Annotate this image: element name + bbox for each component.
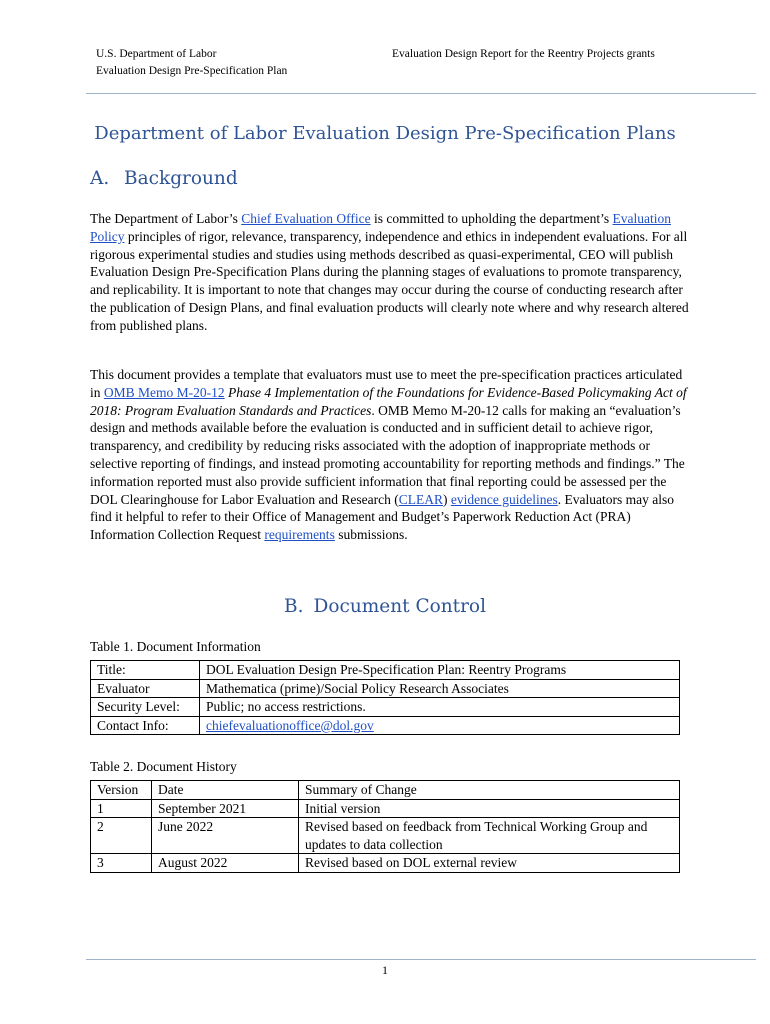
clear-link[interactable]: CLEAR bbox=[398, 491, 444, 507]
table-row bbox=[91, 854, 680, 873]
section-b-number: B. bbox=[284, 596, 304, 617]
table-cell: 2 bbox=[91, 818, 152, 854]
table-value: DOL Evaluation Design Pre-Specification Plan: Reentry Programs bbox=[200, 661, 680, 680]
table-cell: August 2022 bbox=[152, 854, 299, 873]
evidence-guidelines-link[interactable]: evidence guidelines bbox=[450, 491, 558, 507]
page-number: 1 bbox=[382, 963, 388, 977]
table-cell: June 2022 bbox=[152, 818, 299, 854]
header-left bbox=[96, 46, 287, 79]
document-information-table bbox=[90, 660, 680, 735]
requirements-link[interactable]: requirements bbox=[264, 527, 335, 543]
contact-email-link[interactable]: chiefevaluationoffice@dol.gov bbox=[206, 717, 374, 733]
table-header-row bbox=[91, 781, 680, 800]
background-paragraph-1 bbox=[90, 210, 690, 335]
header-right: Evaluation Design Report for the Reentry Projects grants bbox=[392, 48, 655, 60]
table-key: Evaluator bbox=[91, 679, 200, 698]
text-run: This document provides a template that evaluators must use to meet the pre-specification practices articulated in bbox=[90, 367, 683, 400]
table-value: Mathematica (prime)/Social Policy Research Associates bbox=[200, 679, 680, 698]
document-history-table bbox=[90, 780, 680, 873]
table-key: Security Level: bbox=[91, 698, 200, 717]
table-value bbox=[200, 716, 680, 735]
table-cell: Revised based on feedback from Technical Working Group and updates to data collection bbox=[299, 818, 680, 854]
table-row bbox=[91, 716, 680, 735]
text-run: The Department of Labor’s bbox=[90, 211, 242, 226]
table-cell: 3 bbox=[91, 854, 152, 873]
header-org: U.S. Department of Labor bbox=[96, 48, 217, 60]
section-b-title: Document Control bbox=[313, 596, 486, 617]
section-a-title: Background bbox=[124, 168, 238, 189]
background-paragraph-2 bbox=[90, 366, 690, 544]
footer-divider bbox=[86, 959, 756, 960]
memo-title-italic: Phase 4 Implementation of the Foundations for Evidence-Based Policymaking Act of 2018: Program Evaluation Standards and Practices bbox=[90, 384, 687, 418]
evaluation-policy-link[interactable]: Evaluation Policy bbox=[90, 211, 671, 244]
table-cell: September 2021 bbox=[152, 799, 299, 818]
header-doc-type: Evaluation Design Pre-Specification Plan bbox=[96, 64, 288, 77]
table2-caption: Table 2. Document History bbox=[90, 759, 237, 774]
table-key: Title: bbox=[91, 661, 200, 680]
column-header: Summary of Change bbox=[299, 781, 680, 800]
column-header: Date bbox=[152, 781, 299, 800]
table-row bbox=[91, 679, 680, 698]
table-value: Public; no access restrictions. bbox=[200, 698, 680, 717]
table-row bbox=[91, 799, 680, 818]
text-run: principles of rigor, relevance, transparency, independence and ethics in independent evaluations. For all rigorous experimental studies and studies using methods described as quasi-experimental, CEO will publish Evaluation Design Pre-Specification Plans during the planning stages of evaluations to promote transparency, and replicability. It is important to note that changes may occur during the course of conducting research after the publication of Design Plans, and final evaluation products will clearly note where and why research altered from published plans. bbox=[90, 228, 689, 333]
table-row bbox=[91, 818, 680, 854]
section-b-heading bbox=[0, 596, 770, 617]
column-header: Version bbox=[91, 781, 152, 800]
omb-memo-link[interactable]: OMB Memo M-20-12 bbox=[103, 384, 225, 400]
section-a-heading bbox=[90, 168, 238, 189]
page-title: Department of Labor Evaluation Design Pre-Specification Plans bbox=[94, 123, 676, 144]
table1-caption: Table 1. Document Information bbox=[90, 639, 261, 654]
text-run: . OMB Memo M-20-12 calls for making an “evaluation’s design and methods available before the evaluation is conducted and in sufficient detail to achieve rigor, transparency, and credibility by reducing risks associated with the adoption of inappropriate methods or selective reporting of findings, and instead promoting accountability for reporting methods and findings.” The information reported must also provide sufficient information that final reporting could be assessed per the DOL Clearinghouse for Labor Evaluation and Research ( bbox=[90, 402, 685, 507]
chief-evaluation-office-link[interactable]: Chief Evaluation Office bbox=[241, 211, 371, 226]
table-cell: Revised based on DOL external review bbox=[299, 854, 680, 873]
table-cell: 1 bbox=[91, 799, 152, 818]
text-run: is committed to upholding the department’s bbox=[370, 211, 613, 226]
text-run: submissions. bbox=[334, 527, 408, 543]
text-run: ) bbox=[443, 491, 451, 507]
table-row bbox=[91, 661, 680, 680]
section-a-number: A. bbox=[90, 168, 110, 189]
table-cell: Initial version bbox=[299, 799, 680, 818]
table-key: Contact Info: bbox=[91, 716, 200, 735]
header-divider bbox=[86, 93, 756, 94]
table-row bbox=[91, 698, 680, 717]
text-run: . Evaluators may also find it helpful to refer to their Office of Management and Budget’s Paperwork Reduction Act (PRA) Information Collection Request bbox=[90, 491, 674, 543]
